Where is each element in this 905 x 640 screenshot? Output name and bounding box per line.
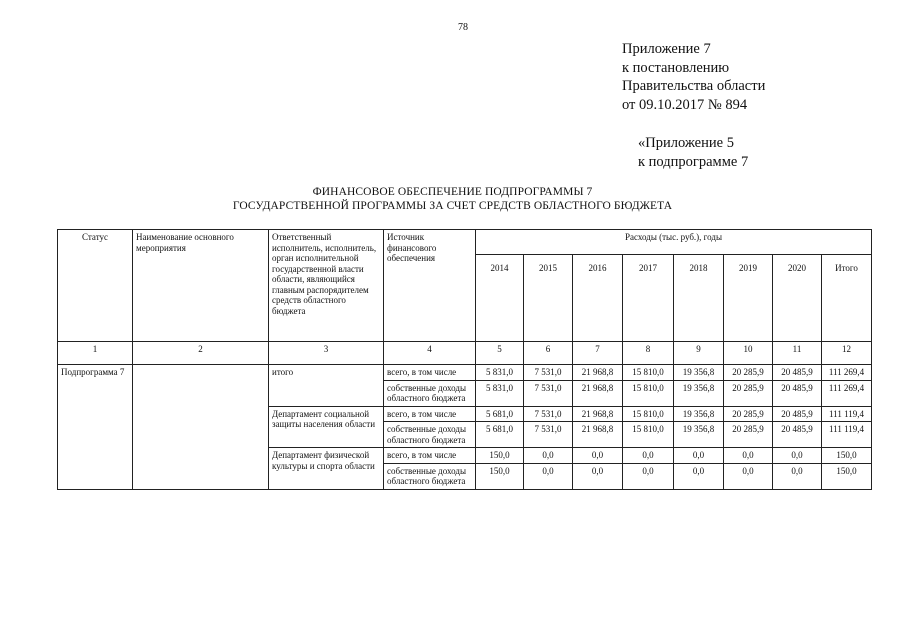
amount-cell: 15 810,0 xyxy=(623,365,674,381)
title-line: ГОСУДАРСТВЕННОЙ ПРОГРАММЫ ЗА СЧЕТ СРЕДСТВ ОБЛАСТНОГО БЮДЖЕТА xyxy=(232,200,673,212)
amount-cell: 0,0 xyxy=(724,448,773,464)
amount-cell: 20 285,9 xyxy=(724,406,773,422)
amount-cell: 5 681,0 xyxy=(476,406,524,422)
measure-cell xyxy=(133,365,269,490)
header-year: 2017 xyxy=(623,255,674,342)
header-year: 2018 xyxy=(674,255,724,342)
amount-cell: 0,0 xyxy=(724,463,773,489)
amount-cell: 5 831,0 xyxy=(476,380,524,406)
amount-cell: 150,0 xyxy=(822,463,872,489)
amount-cell: 5 681,0 xyxy=(476,422,524,448)
page-number: 78 xyxy=(458,22,468,33)
appendix-line: к постановлению xyxy=(622,59,730,76)
amount-cell: 0,0 xyxy=(524,448,573,464)
column-number: 10 xyxy=(724,342,773,365)
amount-cell: 0,0 xyxy=(573,463,623,489)
amount-cell: 0,0 xyxy=(623,448,674,464)
amount-cell: 5 831,0 xyxy=(476,365,524,381)
header-year: 2016 xyxy=(573,255,623,342)
amount-cell: 15 810,0 xyxy=(623,380,674,406)
appendix-line: Правительства области xyxy=(622,78,766,94)
amount-cell: 150,0 xyxy=(476,463,524,489)
header-year: 2019 xyxy=(724,255,773,342)
responsible-cell: Департамент физической культуры и спорта области xyxy=(269,448,384,490)
responsible-cell: Департамент социальной защиты населения области xyxy=(269,406,384,448)
source-cell: всего, в том числе xyxy=(384,448,476,464)
appendix-line: от 09.10.2017 № 894 xyxy=(622,96,748,113)
column-number: 1 xyxy=(58,342,133,365)
source-cell: всего, в том числе xyxy=(384,406,476,422)
amount-cell: 0,0 xyxy=(773,448,822,464)
header-year: 2015 xyxy=(524,255,573,342)
source-cell: собственные доходы областного бюджета xyxy=(384,422,476,448)
amount-cell: 7 531,0 xyxy=(524,406,573,422)
column-number: 5 xyxy=(476,342,524,365)
amount-cell: 15 810,0 xyxy=(623,406,674,422)
column-number: 2 xyxy=(133,342,269,365)
amount-cell: 0,0 xyxy=(524,463,573,489)
responsible-cell: итого xyxy=(269,365,384,407)
column-number: 3 xyxy=(269,342,384,365)
header-responsible: Ответственный исполнитель, исполнитель, орган исполнительной государственной власти области, являющийся главным распорядителем средств областного бюджета xyxy=(269,230,384,342)
header-expenses: Расходы (тыс. руб.), годы xyxy=(476,230,872,255)
amount-cell: 19 356,8 xyxy=(674,422,724,448)
column-number: 9 xyxy=(674,342,724,365)
amount-cell: 20 485,9 xyxy=(773,422,822,448)
amount-cell: 7 531,0 xyxy=(524,365,573,381)
amount-cell: 150,0 xyxy=(822,448,872,464)
amount-cell: 20 285,9 xyxy=(724,380,773,406)
amount-cell: 0,0 xyxy=(573,448,623,464)
title-line: ФИНАНСОВОЕ ОБЕСПЕЧЕНИЕ ПОДПРОГРАММЫ 7 xyxy=(312,186,593,198)
document-title xyxy=(0,185,905,213)
amount-cell: 0,0 xyxy=(773,463,822,489)
column-number: 12 xyxy=(822,342,872,365)
amount-cell: 15 810,0 xyxy=(623,422,674,448)
amount-cell: 19 356,8 xyxy=(674,365,724,381)
amount-cell: 111 119,4 xyxy=(822,422,872,448)
amount-cell: 20 485,9 xyxy=(773,380,822,406)
budget-table xyxy=(57,229,872,490)
source-cell: собственные доходы областного бюджета xyxy=(384,380,476,406)
amount-cell: 20 285,9 xyxy=(724,422,773,448)
appendix-reference xyxy=(638,134,748,171)
amount-cell: 0,0 xyxy=(674,463,724,489)
source-cell: всего, в том числе xyxy=(384,365,476,381)
amount-cell: 19 356,8 xyxy=(674,380,724,406)
amount-cell: 20 485,9 xyxy=(773,365,822,381)
header-year: 2014 xyxy=(476,255,524,342)
amount-cell: 21 968,8 xyxy=(573,380,623,406)
column-number: 6 xyxy=(524,342,573,365)
appendix-ref-line: «Приложение 5 xyxy=(638,135,734,151)
header-status: Статус xyxy=(58,230,133,342)
amount-cell: 20 485,9 xyxy=(773,406,822,422)
amount-cell: 19 356,8 xyxy=(674,406,724,422)
amount-cell: 7 531,0 xyxy=(524,380,573,406)
column-number: 8 xyxy=(623,342,674,365)
amount-cell: 21 968,8 xyxy=(573,422,623,448)
column-number: 7 xyxy=(573,342,623,365)
appendix-ref-line: к подпрограмме 7 xyxy=(638,153,749,170)
source-cell: собственные доходы областного бюджета xyxy=(384,463,476,489)
column-number: 4 xyxy=(384,342,476,365)
amount-cell: 111 269,4 xyxy=(822,365,872,381)
amount-cell: 7 531,0 xyxy=(524,422,573,448)
status-cell: Подпрограмма 7 xyxy=(58,365,133,490)
amount-cell: 0,0 xyxy=(623,463,674,489)
column-number: 11 xyxy=(773,342,822,365)
header-measure: Наименование основного мероприятия xyxy=(133,230,269,342)
amount-cell: 111 119,4 xyxy=(822,406,872,422)
header-year: 2020 xyxy=(773,255,822,342)
header-source: Источник финансового обеспечения xyxy=(384,230,476,342)
amount-cell: 111 269,4 xyxy=(822,380,872,406)
amount-cell: 21 968,8 xyxy=(573,406,623,422)
amount-cell: 0,0 xyxy=(674,448,724,464)
appendix-block xyxy=(622,40,765,114)
amount-cell: 150,0 xyxy=(476,448,524,464)
table-row xyxy=(58,365,872,381)
header-year: Итого xyxy=(822,255,872,342)
amount-cell: 20 285,9 xyxy=(724,365,773,381)
appendix-line: Приложение 7 xyxy=(622,41,711,57)
amount-cell: 21 968,8 xyxy=(573,365,623,381)
